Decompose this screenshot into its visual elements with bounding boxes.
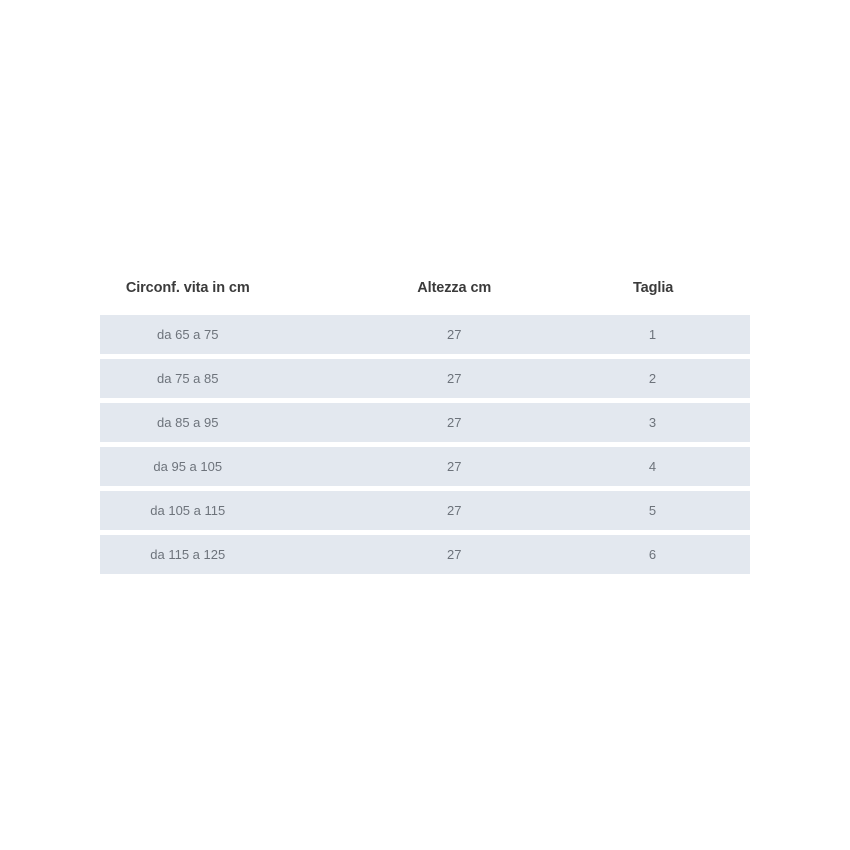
cell-waist: da 95 a 105 [153, 459, 223, 474]
table-body [100, 315, 750, 574]
table-row [100, 315, 750, 354]
cell-height: 27 [447, 547, 462, 562]
table-row [100, 535, 750, 574]
table-row [100, 491, 750, 530]
column-header-waist: Circonf. vita in cm [125, 280, 250, 296]
cell-height: 27 [447, 371, 462, 386]
column-header-size: Taglia [633, 280, 674, 296]
table-row [100, 403, 750, 442]
size-chart-table [100, 275, 750, 579]
cell-size: 3 [648, 415, 657, 430]
cell-waist: da 85 a 95 [157, 415, 219, 430]
cell-size: 4 [648, 459, 657, 474]
cell-height: 27 [447, 415, 462, 430]
column-header-height: Altezza cm [417, 280, 492, 296]
cell-size: 5 [648, 503, 657, 518]
cell-waist: da 75 a 85 [157, 371, 219, 386]
cell-height: 27 [447, 459, 462, 474]
table-header-row [100, 275, 750, 301]
cell-size: 2 [648, 371, 657, 386]
table-row [100, 359, 750, 398]
cell-height: 27 [447, 503, 462, 518]
cell-waist: da 65 a 75 [157, 327, 219, 342]
table-row [100, 447, 750, 486]
cell-height: 27 [447, 327, 462, 342]
cell-size: 6 [648, 547, 657, 562]
cell-size: 1 [648, 327, 657, 342]
cell-waist: da 105 a 115 [150, 503, 226, 518]
cell-waist: da 115 a 125 [150, 547, 226, 562]
